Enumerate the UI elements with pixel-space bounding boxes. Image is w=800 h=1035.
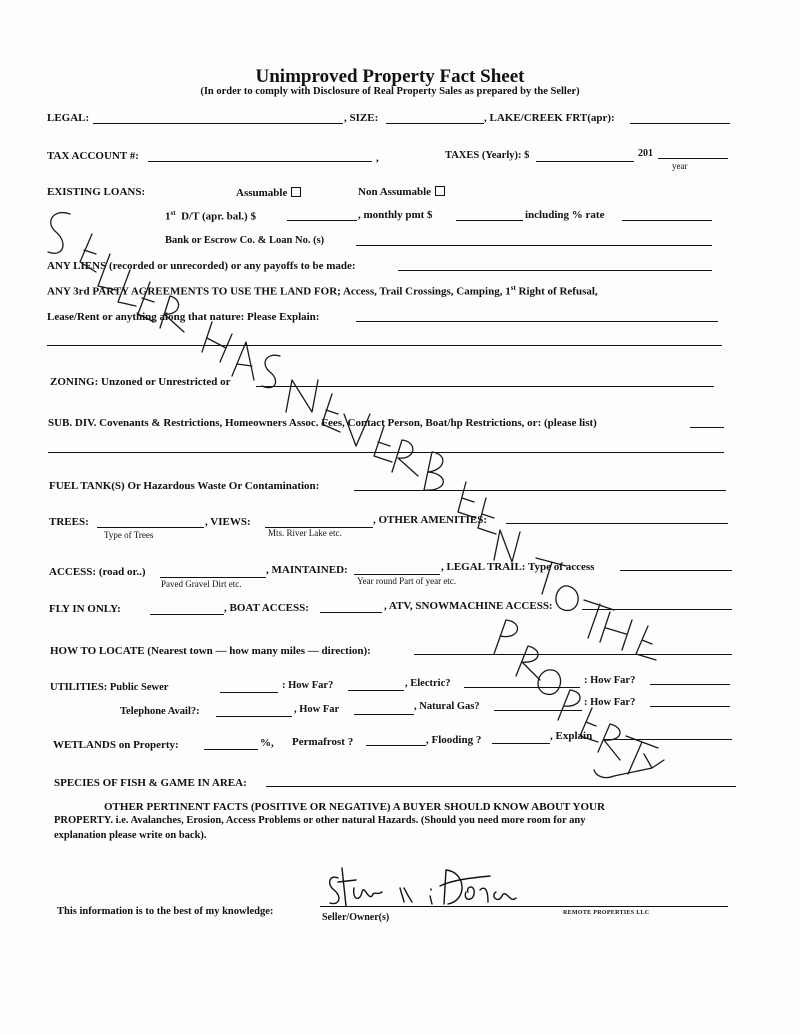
signature-field[interactable] (320, 906, 728, 907)
tax-year-field[interactable] (658, 158, 728, 159)
monthly-pmt-label: , monthly pmt $ (358, 209, 433, 221)
trees-note: Type of Trees (104, 530, 154, 540)
first-dt-balance-field[interactable] (287, 220, 357, 221)
bank-field[interactable] (356, 245, 712, 246)
permafrost-label: Permafrost ? (292, 736, 354, 748)
natural-gas-field[interactable] (494, 710, 582, 711)
non-assumable-option[interactable] (358, 186, 445, 198)
trees-label: TREES: (49, 516, 89, 528)
third-party-field-2[interactable] (47, 345, 722, 346)
third-party-explain-label: Lease/Rent or anything along that nature: Please Explain: (47, 311, 320, 323)
page-subtitle: (In order to comply with Disclosure of Real Property Sales as prepared by the Seller) (200, 86, 580, 97)
monthly-pmt-field[interactable] (456, 220, 523, 221)
boat-access-label: , BOAT ACCESS: (224, 602, 309, 614)
sewer-field[interactable] (220, 692, 278, 693)
flooding-field[interactable] (492, 743, 550, 744)
fly-in-field[interactable] (150, 614, 224, 615)
species-field[interactable] (266, 786, 736, 787)
fuel-field[interactable] (354, 490, 726, 491)
locate-field[interactable] (414, 654, 732, 655)
subdiv-field[interactable] (690, 427, 724, 428)
wetlands-label: WETLANDS on Property: (53, 739, 179, 751)
assumable-label: Assumable (236, 187, 288, 199)
tax-year-note: year (672, 161, 688, 171)
wetlands-field[interactable] (204, 749, 258, 750)
assumable-option[interactable] (236, 187, 301, 199)
assumable-checkbox[interactable] (291, 187, 301, 197)
liens-field[interactable] (398, 270, 712, 271)
size-field[interactable] (386, 123, 484, 124)
telephone-field[interactable] (216, 716, 292, 717)
legal-trail-field[interactable] (620, 570, 732, 571)
flooding-label: , Flooding ? (426, 734, 482, 746)
tax-year-prefix: 201 (638, 148, 653, 159)
legal-field[interactable] (93, 123, 343, 124)
tax-account-field[interactable] (148, 161, 372, 162)
seller-owner-label: Seller/Owner(s) (322, 912, 390, 923)
maintained-note: Year round Part of year etc. (357, 576, 457, 586)
electric-how-far-label: : How Far? (584, 675, 636, 686)
first-dt-number: 1 (165, 210, 171, 223)
atv-access-field[interactable] (582, 609, 732, 610)
non-assumable-label: Non Assumable (358, 186, 432, 198)
utilities-label: UTILITIES: Public Sewer (50, 682, 169, 693)
existing-loans-label: EXISTING LOANS: (47, 186, 146, 198)
gas-how-far-label: : How Far? (584, 697, 636, 708)
page-title: Unimproved Property Fact Sheet (255, 66, 525, 87)
zoning-label: ZONING: Unzoned or Unrestricted or (50, 376, 231, 388)
rate-field[interactable] (622, 220, 712, 221)
third-party-suffix: st (510, 284, 516, 292)
trees-field[interactable] (97, 527, 204, 528)
locate-label: HOW TO LOCATE (Nearest town — how many miles — direction): (50, 645, 371, 657)
other-facts-line3: explanation please write on back). (54, 830, 207, 841)
explain-field[interactable] (604, 739, 732, 740)
access-field[interactable] (160, 577, 266, 578)
explain-label: , Explain (550, 730, 593, 742)
sewer-how-far-label: : How Far? (282, 680, 334, 691)
legal-trail-label: , LEGAL TRAIL: Type of access (441, 561, 595, 573)
other-amenities-field[interactable] (506, 523, 728, 524)
natural-gas-label: , Natural Gas? (414, 701, 480, 712)
signature-statement: This information is to the best of my knowledge: (57, 906, 274, 917)
third-party-field[interactable] (356, 321, 718, 322)
fly-in-label: FLY IN ONLY: (49, 603, 121, 615)
zoning-field[interactable] (256, 386, 714, 387)
boat-access-field[interactable] (320, 612, 382, 613)
third-party-label (47, 285, 598, 298)
electric-field[interactable] (464, 687, 580, 688)
subdiv-field-2[interactable] (48, 452, 724, 453)
species-label: SPECIES OF FISH & GAME IN AREA: (54, 777, 247, 789)
telephone-how-far-field[interactable] (354, 714, 414, 715)
views-note: Mts. River Lake etc. (268, 528, 342, 538)
taxes-field[interactable] (536, 161, 634, 162)
liens-label: ANY LIENS (recorded or unrecorded) or any payoffs to be made: (47, 260, 356, 272)
access-note: Paved Gravel Dirt etc. (161, 579, 242, 589)
access-label: ACCESS: (road or..) (49, 566, 146, 578)
including-rate-label: including % rate (525, 209, 605, 221)
subdiv-label: SUB. DIV. Covenants & Restrictions, Homeowners Assoc. Fees, Contact Person, Boat/hp Restrictions, or: (please list) (48, 417, 597, 429)
fuel-label: FUEL TANK(S) Or Hazardous Waste Or Contamination: (49, 480, 320, 492)
other-facts-line1: OTHER PERTINENT FACTS (POSITIVE OR NEGATIVE) A BUYER SHOULD KNOW ABOUT YOUR (104, 801, 605, 813)
other-amenities-label: , OTHER AMENITIES: (373, 514, 487, 526)
third-party-text-a: ANY 3rd PARTY AGREEMENTS TO USE THE LAND FOR; Access, Trail Crossings, Camping, 1 (47, 285, 511, 298)
telephone-how-far-label: , How Far (294, 704, 340, 715)
telephone-label: Telephone Avail?: (120, 706, 200, 717)
tax-account-label: TAX ACCOUNT #: (47, 150, 139, 162)
first-dt-suffix: st (170, 209, 176, 217)
first-dt-label (165, 210, 256, 223)
sewer-how-far-field[interactable] (348, 690, 404, 691)
non-assumable-checkbox[interactable] (435, 186, 445, 196)
other-facts-line2: PROPERTY. i.e. Avalanches, Erosion, Access Problems or other natural Hazards. (Should you need more room for any (54, 815, 586, 826)
gas-how-far-field[interactable] (650, 706, 730, 707)
first-dt-text: D/T (apr. bal.) $ (181, 210, 256, 223)
legal-label: LEGAL: (47, 112, 90, 124)
taxes-label: TAXES (Yearly): $ (445, 150, 530, 161)
third-party-text-b: Right of Refusal, (515, 285, 598, 298)
company-name: REMOTE PROPERTIES LLC (563, 910, 650, 916)
tax-comma: , (376, 152, 379, 164)
electric-how-far-field[interactable] (650, 684, 730, 685)
maintained-label: , MAINTAINED: (266, 564, 348, 576)
lake-creek-field[interactable] (630, 123, 730, 124)
maintained-field[interactable] (354, 574, 440, 575)
wetlands-pct: %, (260, 737, 274, 749)
electric-label: , Electric? (405, 678, 451, 689)
permafrost-field[interactable] (366, 745, 426, 746)
atv-access-label: , ATV, SNOWMACHINE ACCESS: (384, 600, 553, 612)
bank-label: Bank or Escrow Co. & Loan No. (s) (165, 235, 325, 246)
size-label: , SIZE: (344, 112, 379, 124)
lake-creek-label: , LAKE/CREEK FRT(apr): (484, 112, 615, 124)
views-label: , VIEWS: (205, 516, 251, 528)
